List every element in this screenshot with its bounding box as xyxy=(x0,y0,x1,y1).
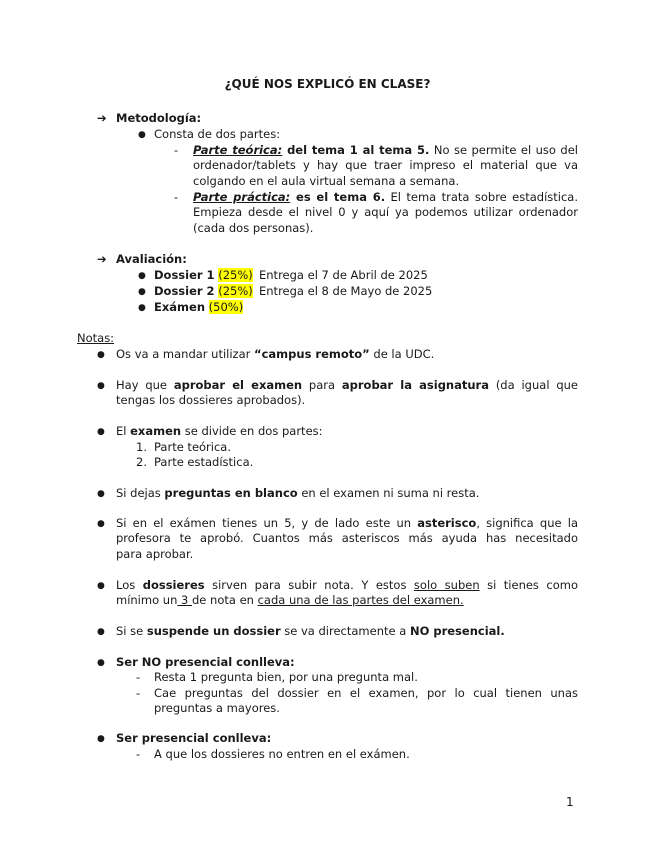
teorica-line1: No se permite el uso del xyxy=(429,143,578,157)
nota-1: Os va a mandar utilizar “campus remoto” de la UDC. xyxy=(116,347,435,361)
eval-item: Dossier 1 (25%) xyxy=(154,268,253,282)
dash-icon: - xyxy=(174,190,179,204)
teorica-line3: colgando en el aula virtual semana a semana. xyxy=(193,173,460,188)
dash-icon: - xyxy=(136,686,141,700)
practica-line1: El tema trata sobre estadística. xyxy=(385,190,578,204)
nota-3-item-2: Parte estadística. xyxy=(154,455,254,469)
nota-6: Los dossieres sirven para subir nota. Y estos solo suben si tienes como mínimo un 3 de nota en cada una de las partes del examen. xyxy=(116,578,579,608)
practica-line2: Empieza desde el nivel 0 y aquí ya podemos utilizar ordenador xyxy=(193,205,578,220)
nota-7: Si se suspende un dossier se va directamente a NO presencial. xyxy=(116,624,505,638)
bullet-icon: ● xyxy=(97,581,105,591)
evaluacion-heading: Avaliación: xyxy=(116,252,187,266)
dash-icon: - xyxy=(136,747,141,761)
eval-item: Dossier 2 (25%) xyxy=(154,284,253,298)
nota-9: Ser presencial conlleva: xyxy=(116,731,272,745)
nota-3-item-1: Parte teórica. xyxy=(154,440,232,454)
practica-bold: es el tema 6. xyxy=(290,190,386,204)
nota-2: Hay que aprobar el examen para aprobar la asignatura (da igual que tengas los dossieres aprobados). xyxy=(116,378,578,408)
metodologia-heading: Metodología: xyxy=(116,111,202,125)
page-title: ¿QUÉ NOS EXPLICÓ EN CLASE? xyxy=(224,77,431,91)
metodologia-item: Consta de dos partes: xyxy=(154,127,281,141)
bullet-icon: ● xyxy=(97,381,105,391)
nota-8: Ser NO presencial conlleva: xyxy=(116,655,295,669)
list-number: 2. xyxy=(136,455,147,469)
eval-item: Exámen (50%) xyxy=(154,300,244,314)
practica-block xyxy=(193,190,578,236)
bullet-icon: ● xyxy=(97,427,105,437)
practica-label: Parte práctica: xyxy=(193,190,291,204)
nota-8-sub-2: Cae preguntas del dossier en el examen, por lo cual tienen unas preguntas a mayores. xyxy=(154,686,578,716)
teorica-label: Parte teórica: xyxy=(193,143,283,157)
teorica-line2: ordenador/tablets y hay que traer impreso el material que va xyxy=(193,158,578,173)
bullet-icon: ● xyxy=(97,519,105,529)
bullet-icon: ● xyxy=(138,287,146,297)
nota-9-sub-1: A que los dossieres no entren en el exámen. xyxy=(154,747,410,761)
teorica-bold: del tema 1 al tema 5. xyxy=(282,143,430,157)
nota-5: Si en el exámen tienes un 5, y de lado este un asterisco, significa que la profesora te aprobó. Cuantos más asteriscos más ayuda has necesitado para aprobar. xyxy=(116,516,578,561)
eval-date: Entrega el 7 de Abril de 2025 xyxy=(259,268,428,282)
right-arrow-icon: ➔ xyxy=(97,252,107,266)
bullet-icon: ● xyxy=(97,627,105,637)
eval-date: Entrega el 8 de Mayo de 2025 xyxy=(259,284,433,298)
bullet-icon: ● xyxy=(97,734,105,744)
right-arrow-icon: ➔ xyxy=(97,111,107,125)
practica-line3: (cada dos personas). xyxy=(193,220,314,235)
bullet-icon: ● xyxy=(97,489,105,499)
nota-3: El examen se divide en dos partes: xyxy=(116,424,323,438)
bullet-icon: ● xyxy=(97,658,105,668)
teorica-block xyxy=(193,143,578,189)
bullet-icon: ● xyxy=(97,350,105,360)
page-number: 1 xyxy=(566,795,574,809)
bullet-icon: ● xyxy=(138,303,146,313)
dash-icon: - xyxy=(136,670,141,684)
bullet-icon: ● xyxy=(138,271,146,281)
dash-icon: - xyxy=(174,143,179,157)
list-number: 1. xyxy=(136,440,147,454)
bullet-icon: ● xyxy=(138,130,146,140)
nota-8-sub-1: Resta 1 pregunta bien, por una pregunta mal. xyxy=(154,670,418,684)
nota-4: Si dejas preguntas en blanco en el examen ni suma ni resta. xyxy=(116,486,480,500)
notas-heading: Notas: xyxy=(77,331,115,345)
